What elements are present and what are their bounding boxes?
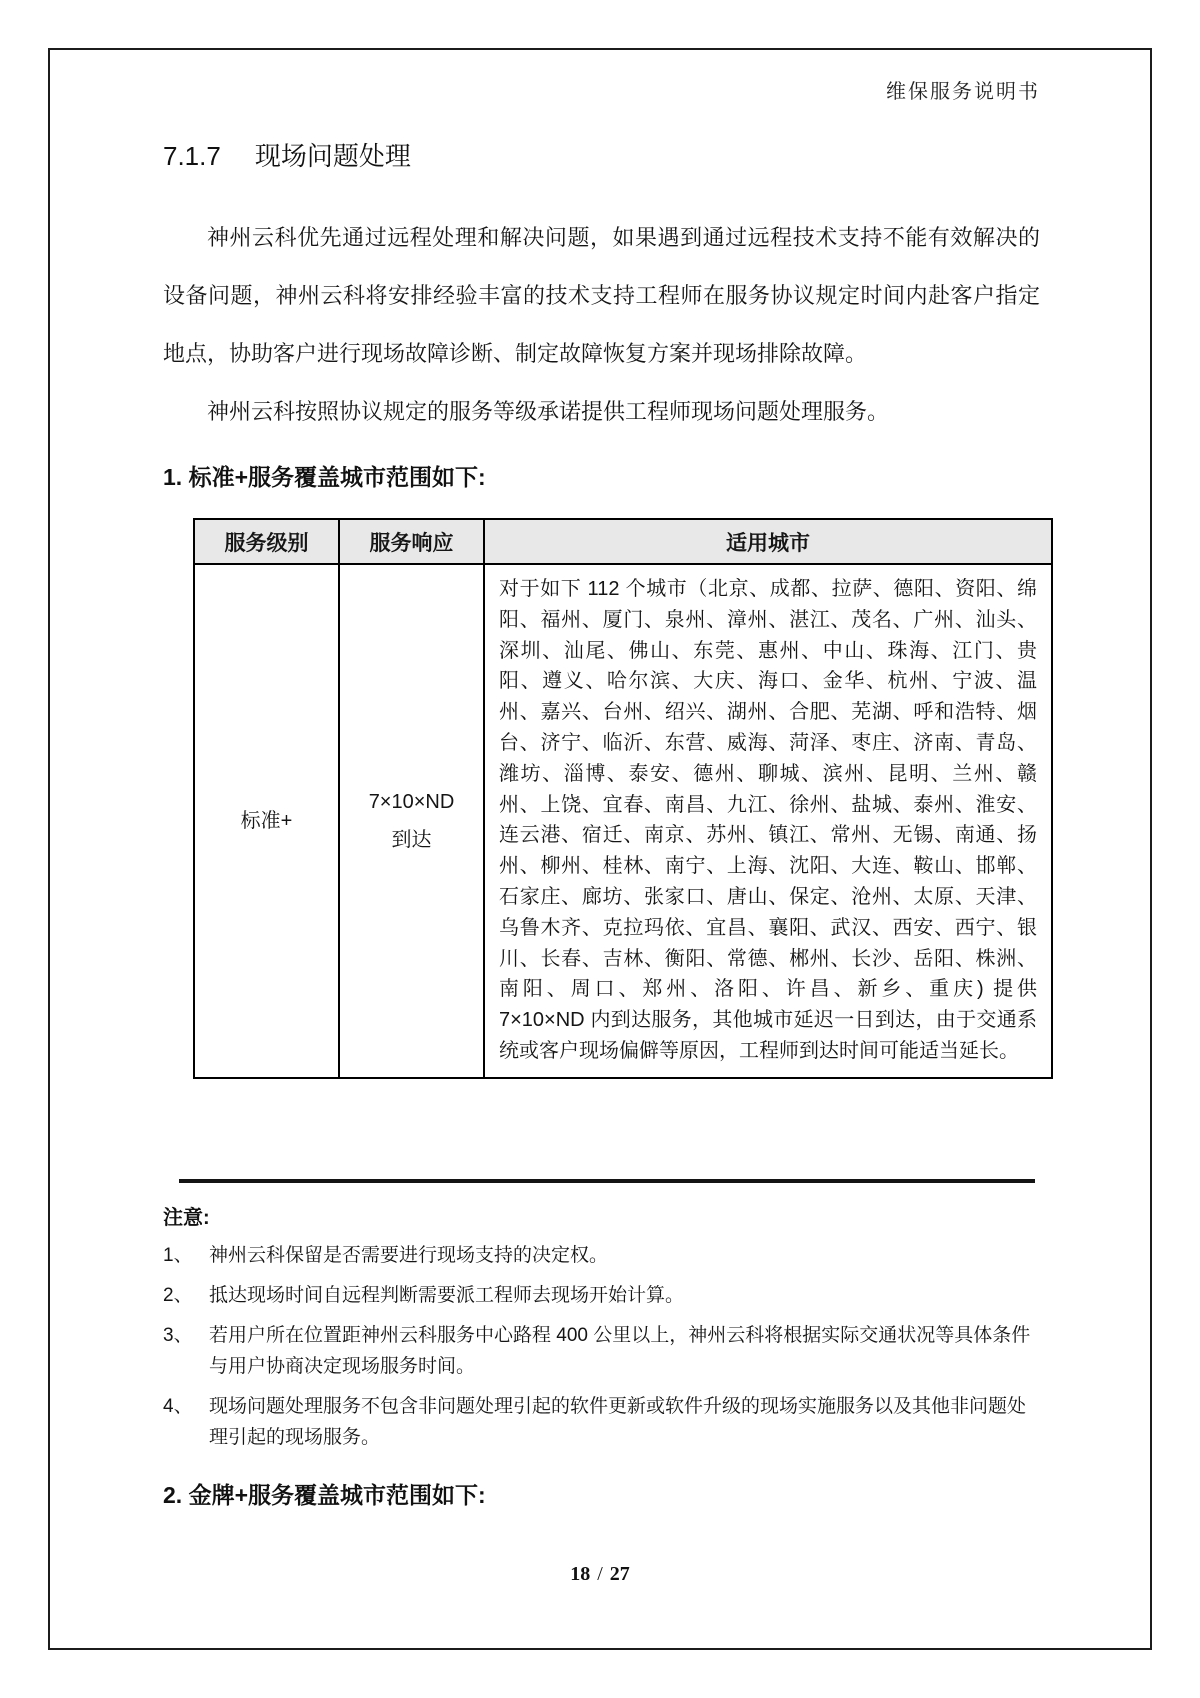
- note-text: 若用户所在位置距神州云科服务中心路程 400 公里以上，神州云科将根据实际交通状况等具体条件与用户协商决定现场服务时间。: [209, 1324, 1031, 1377]
- cell-service-level: 标准+: [194, 564, 339, 1078]
- note-text: 现场问题处理服务不包含非问题处理引起的软件更新或软件升级的现场实施服务以及其他非问题处理引起的现场服务。: [209, 1395, 1027, 1448]
- note-item-2: [163, 1280, 1040, 1311]
- paragraph-remote-first: 神州云科优先通过远程处理和解决问题，如果遇到通过远程技术支持不能有效解决的设备问题，神州云科将安排经验丰富的技术支持工程师在服务协议规定时间内赴客户指定地点，协助客户进行现场故障诊断、制定故障恢复方案并现场排除故障。: [163, 225, 1040, 366]
- page-number-total: 27: [609, 1563, 630, 1585]
- list-heading-gold-plus: 2. 金牌+服务覆盖城市范围如下:: [163, 1481, 486, 1508]
- page-footer: [0, 1563, 1200, 1586]
- note-text: 抵达现场时间自远程判断需要派工程师去现场开始计算。: [209, 1284, 685, 1306]
- column-header-service-response: 服务响应: [339, 519, 484, 564]
- cell-applicable-cities: 对于如下 112 个城市（北京、成都、拉萨、德阳、资阳、绵阳、福州、厦门、泉州、漳州、湛江、茂名、广州、汕头、深圳、汕尾、佛山、东莞、惠州、中山、珠海、江门、贵阳、遵义、哈尔滨、大庆、海口、金华、杭州、宁波、温州、嘉兴、台州、绍兴、湖州、合肥、芜湖、呼和浩特、烟台、济宁、临沂、东营、威海、菏泽、枣庄、济南、青岛、潍坊、淄博、泰安、德州、聊城、滨州、昆明、兰州、赣州、上饶、宜春、南昌、九江、徐州、盐城、泰州、淮安、连云港、宿迁、南京、苏州、镇江、常州、无锡、南通、扬州、柳州、桂林、南宁、上海、沈阳、大连、鞍山、邯郸、石家庄、廊坊、张家口、唐山、保定、沧州、太原、天津、乌鲁木齐、克拉玛依、宜昌、襄阳、武汉、西安、西宁、银川、长春、吉林、衡阳、常德、郴州、长沙、岳阳、株洲、南阳、周口、郑州、洛阳、许昌、新乡、重庆) 提供 7×10×ND 内到达服务，其他城市延迟一日到达，由于交通系统或客户现场偏僻等原因，工程师到达时间可能适当延长。: [484, 564, 1052, 1078]
- notes-list: [163, 1240, 1040, 1453]
- section-number: 7.1.7: [163, 141, 221, 171]
- service-response-arrival: 到达: [391, 828, 432, 851]
- document-header-title: 维保服务说明书: [886, 81, 1040, 103]
- note-number: 3、: [163, 1324, 193, 1346]
- section-heading: [163, 136, 1040, 173]
- notes-title: 注意:: [163, 1206, 210, 1229]
- service-response-time: 7×10×ND: [368, 790, 455, 813]
- note-item-1: [163, 1240, 1040, 1271]
- note-item-3: [163, 1320, 1040, 1382]
- cell-service-response: [339, 564, 484, 1078]
- section-title: 现场问题处理: [254, 141, 411, 171]
- paragraph-service-level: 神州云科按照协议规定的服务等级承诺提供工程师现场问题处理服务。: [207, 399, 890, 424]
- list-heading-standard-plus: 1. 标准+服务覆盖城市范围如下:: [163, 464, 486, 490]
- service-coverage-table: [193, 518, 1053, 1079]
- page-number-current: 18: [570, 1563, 591, 1585]
- page-number-separator: /: [597, 1563, 603, 1585]
- table-header-row: [194, 519, 1052, 564]
- note-item-4: [163, 1391, 1040, 1453]
- note-number: 2、: [163, 1284, 193, 1306]
- table-row-standard-plus: [194, 564, 1052, 1078]
- note-text: 神州云科保留是否需要进行现场支持的决定权。: [209, 1244, 609, 1266]
- column-header-service-level: 服务级别: [194, 519, 339, 564]
- horizontal-divider: [179, 1179, 1035, 1183]
- note-number: 1、: [163, 1244, 193, 1266]
- column-header-applicable-cities: 适用城市: [484, 519, 1052, 564]
- note-number: 4、: [163, 1395, 193, 1417]
- page-content: [163, 80, 1040, 1510]
